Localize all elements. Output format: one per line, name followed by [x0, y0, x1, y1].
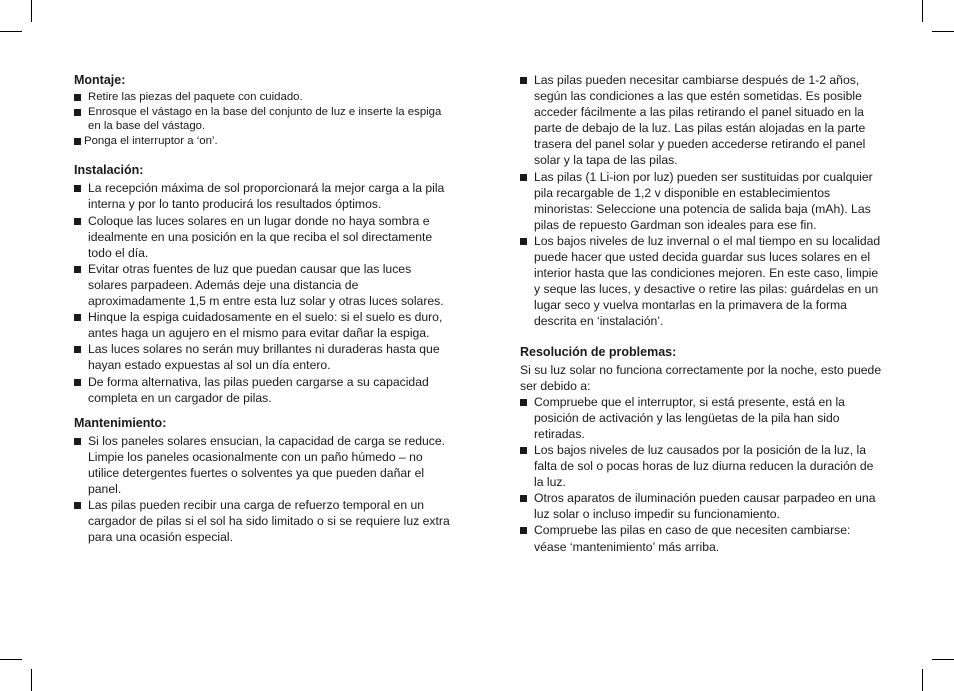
section-heading: Instalación:: [74, 163, 144, 178]
bullet-list: [520, 394, 882, 555]
crop-mark: [0, 659, 22, 660]
left-column: [74, 72, 450, 559]
list-item: Coloque las luces solares en un lugar donde no haya sombra e idealmente en una posición en la que reciba el sol directamente todo el día.: [74, 213, 450, 261]
crop-mark: [932, 659, 954, 660]
list-item: La recepción máxima de sol proporcionará la mejor carga a la pila interna y por lo tanto producirá los resultados óptimos.: [74, 180, 450, 212]
crop-mark: [31, 0, 32, 22]
list-item: Las pilas pueden recibir una carga de refuerzo temporal en un cargador de pilas si el sol ha sido limitado o si se requiere luz extra para una ocasión especial.: [74, 497, 450, 545]
list-item: Evitar otras fuentes de luz que puedan causar que las luces solares parpadeen. Además deje una distancia de aproximadamente 1,5 m entre esta luz solar y otras luces solares.: [74, 261, 450, 309]
list-item: Enrosque el vástago en la base del conjunto de luz e inserte la espiga en la base del vástago.: [74, 105, 450, 134]
list-item: Otros aparatos de iluminación pueden causar parpadeo en una luz solar o incluso impedir su funcionamiento.: [520, 490, 882, 522]
section-instalacion: [74, 162, 450, 405]
list-item: De forma alternativa, las pilas pueden cargarse a su capacidad completa en un cargador de pilas.: [74, 374, 450, 406]
list-item: Retire las piezas del paquete con cuidado.: [74, 90, 450, 105]
list-item: Ponga el interruptor a ‘on’.: [74, 134, 450, 149]
section-mantenimiento: [74, 415, 450, 546]
section-heading: Montaje:: [74, 73, 126, 87]
bullet-list: [74, 433, 450, 546]
list-item: Las luces solares no serán muy brillantes ni duraderas hasta que hayan estado expuestas al sol un día entero.: [74, 341, 450, 373]
bullet-list: [520, 72, 882, 330]
section-resolucion: [520, 344, 882, 555]
list-item: Si los paneles solares ensucian, la capacidad de carga se reduce. Limpie los paneles ocasionalmente con un paño húmedo – no utilice detergentes fuertes o solventes ya que pueden dañar el panel.: [74, 433, 450, 497]
list-item: Las pilas pueden necesitar cambiarse después de 1-2 años, según las condiciones a las que estén sometidas. Es posible acceder fácilmente a las pilas retirando el panel situado en la parte de debajo de la luz. Las pilas están alojadas en la parte trasera del panel solar y pueden accederse retirando el panel solar y la tapa de las pilas.: [520, 72, 882, 169]
section-heading: Resolución de problemas:: [520, 344, 677, 359]
list-item: Hinque la espiga cuidadosamente en el suelo: si el suelo es duro, antes haga un agujero en el mismo para evitar dañar la espiga.: [74, 309, 450, 341]
bullet-list: [74, 90, 450, 148]
crop-mark: [922, 0, 923, 22]
crop-mark: [31, 669, 32, 691]
list-item: Los bajos niveles de luz invernal o el mal tiempo en su localidad puede hacer que usted decida guardar sus luces solares en el interior hasta que las condiciones mejoren. En este caso, limpie y seque las luces, y desactive o retire las pilas: guárdelas en un lugar seco y vuelva montarlas en la primavera de la forma descrita en ‘instalación’.: [520, 233, 882, 330]
bullet-list: [74, 180, 450, 405]
list-item: Compruebe que el interruptor, si está presente, está en la posición de activación y las lengüetas de la pila han sido retiradas.: [520, 394, 882, 442]
section-montaje: [74, 72, 450, 148]
crop-mark: [922, 669, 923, 691]
list-item: Las pilas (1 Li-ion por luz) pueden ser sustituidas por cualquier pila recargable de 1,2 v disponible en establecimientos minoristas: Seleccione una potencia de salida baja (mAh). Las pilas de repuesto Gardman son ideales para ese fin.: [520, 169, 882, 233]
list-item: Los bajos niveles de luz causados por la posición de la luz, la falta de sol o pocas horas de luz diurna reducen la duración de la luz.: [520, 442, 882, 490]
section-mantenimiento-continued: [520, 72, 882, 330]
crop-mark: [0, 31, 22, 32]
list-item: Compruebe las pilas en caso de que necesiten cambiarse: véase ‘mantenimiento’ más arriba.: [520, 522, 882, 554]
crop-mark: [932, 31, 954, 32]
right-column: [520, 72, 882, 569]
section-heading: Mantenimiento:: [74, 415, 167, 430]
intro-paragraph: Si su luz solar no funciona correctamente por la noche, esto puede ser debido a:: [520, 362, 882, 393]
